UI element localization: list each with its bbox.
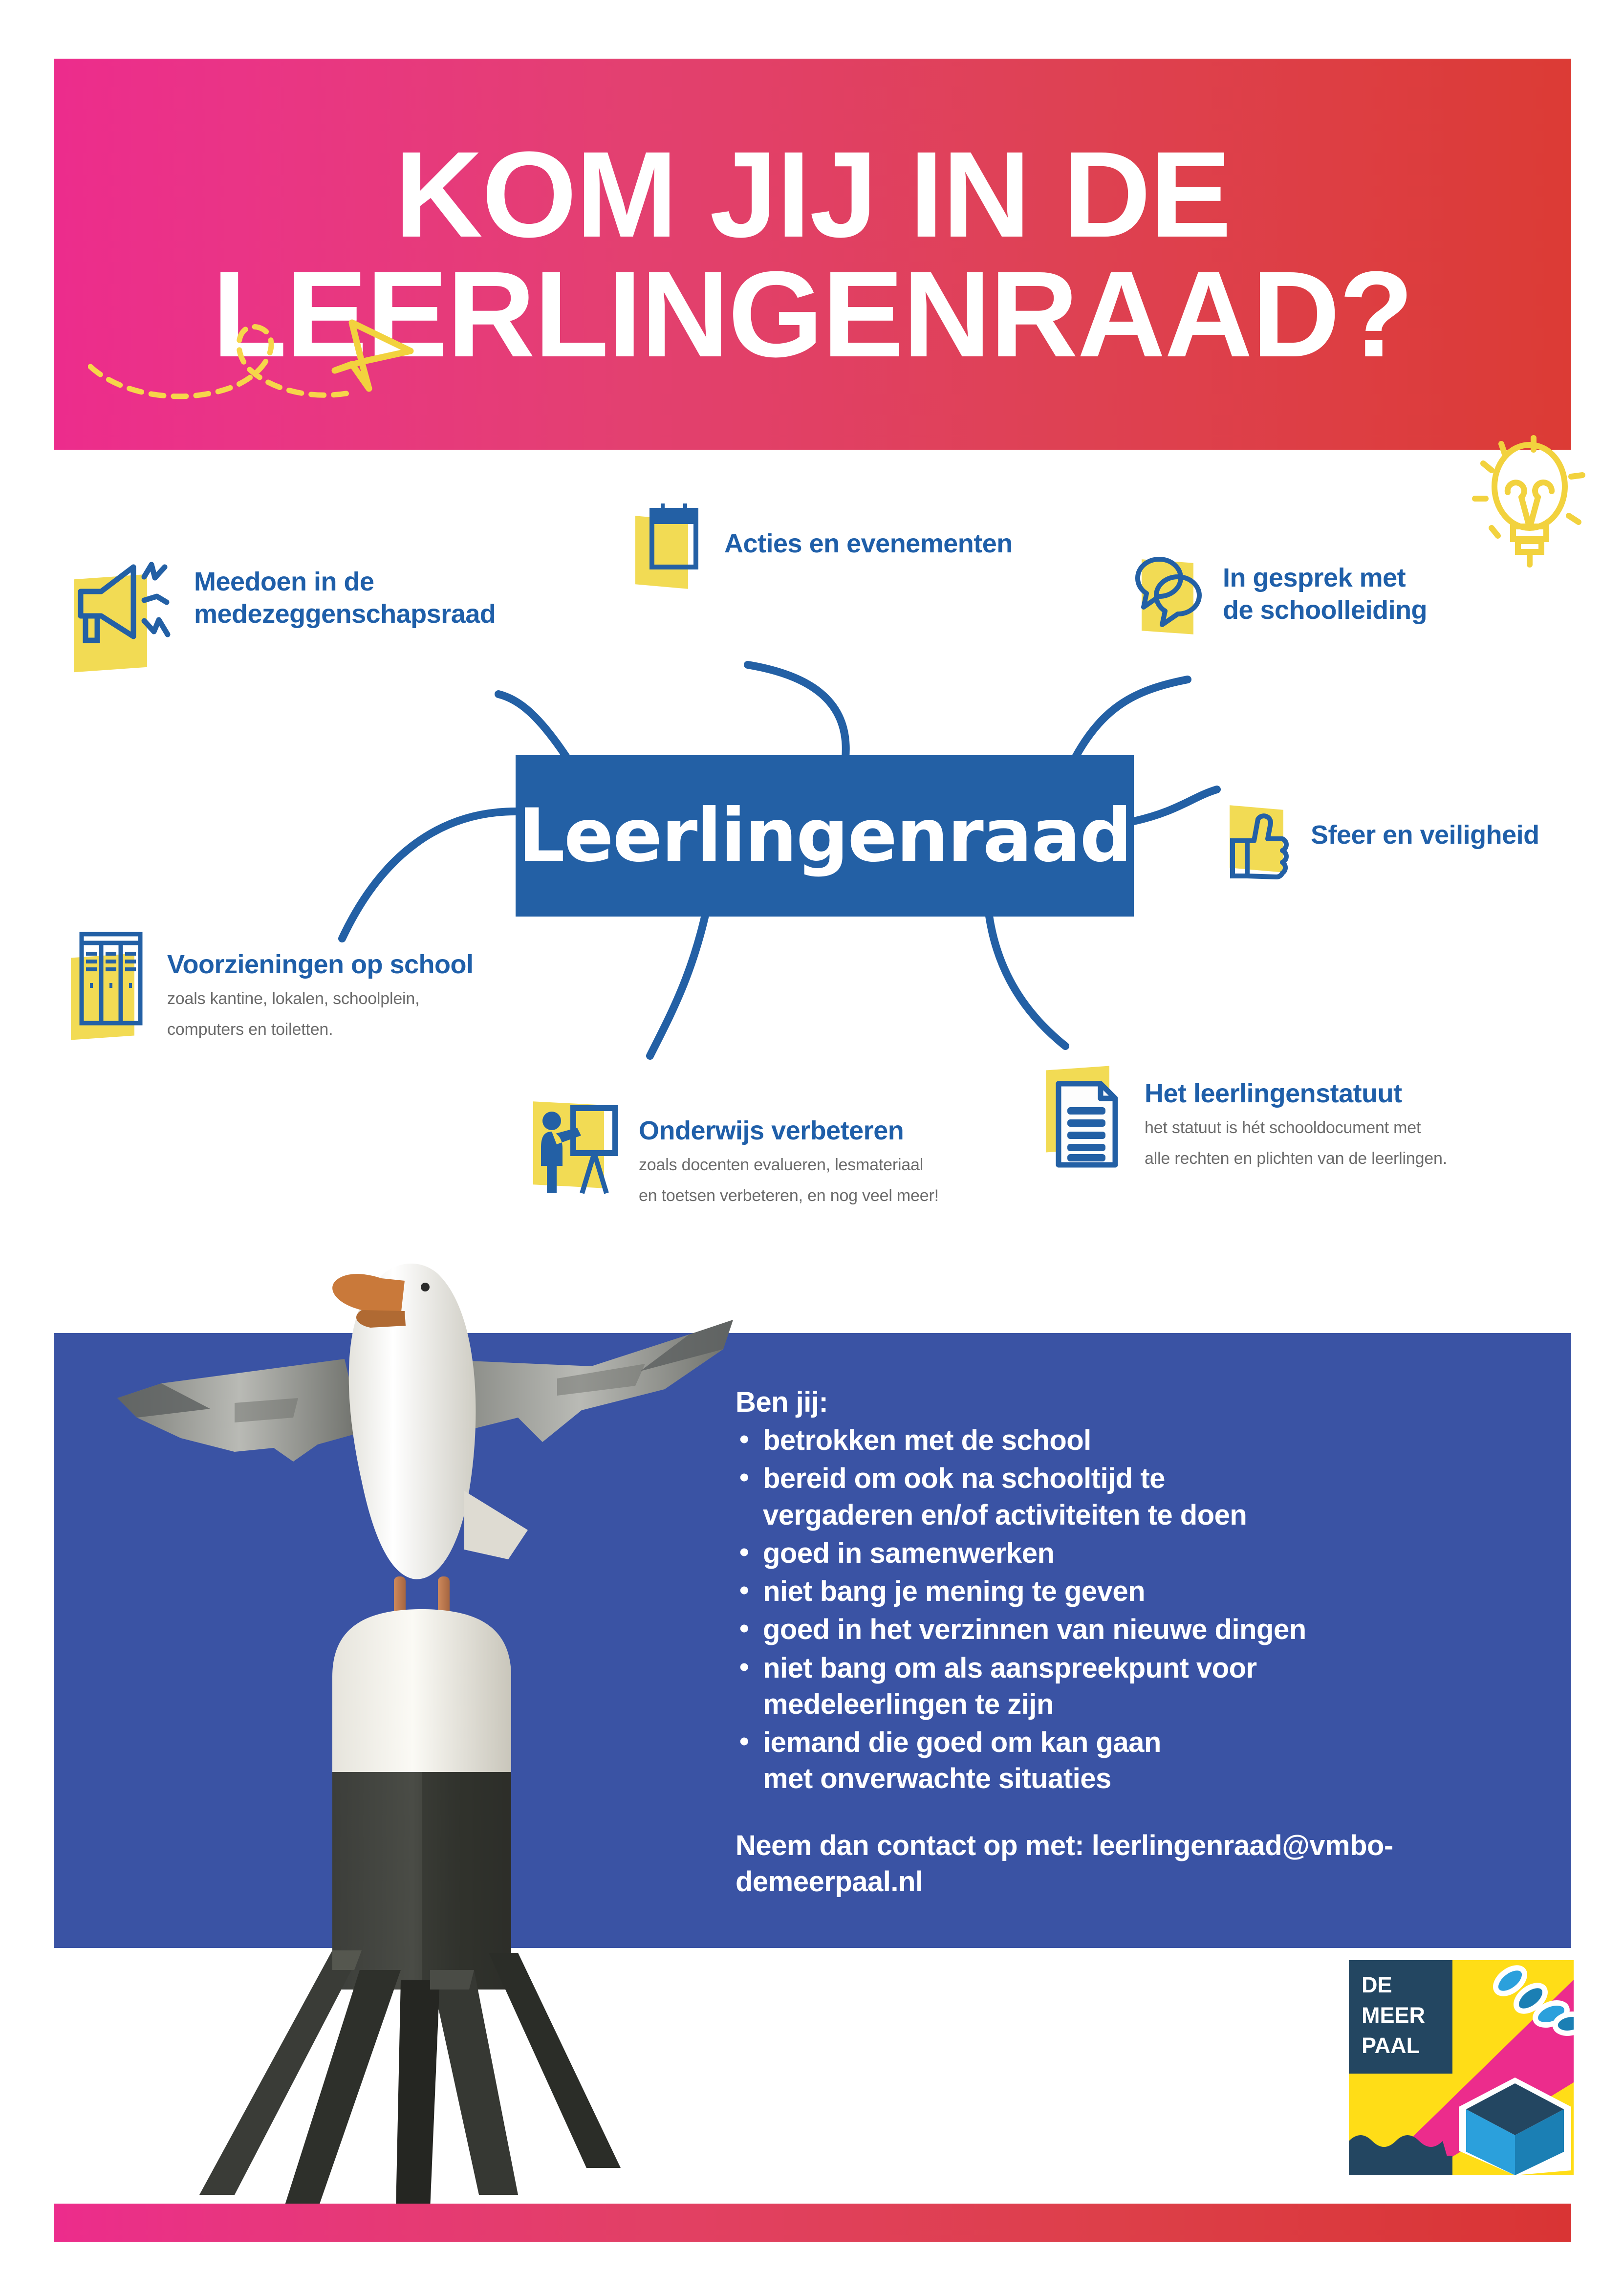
list-item [736,1422,1557,1459]
seagull-sculpture-image [88,1188,753,2209]
bullet-line-1: niet bang je mening te geven [763,1575,1146,1608]
node-sub-2: en toetsen verbeteren, en nog veel meer! [639,1186,939,1205]
mindmap-node-schoolleiding [1124,548,1427,646]
contact-line: Neem dan contact op met: leerlingenraad@vmbo-demeerpaal.nl [736,1829,1393,1898]
title-line-2: LEERLINGENRAAD? [212,246,1413,382]
mindmap-node-voorzieningen [71,926,474,1042]
node-title-2: medezeggenschapsraad [194,599,496,629]
mindmap-center-node [516,755,1134,917]
node-title: Acties en evenementen [724,529,1013,558]
footer-bar [54,2204,1571,2242]
teacher-whiteboard-icon [530,1097,628,1203]
node-title: Het leerlingenstatuut [1145,1079,1402,1108]
node-title-2: de schoolleiding [1223,595,1428,625]
node-sub-2: alle rechten en plichten van de leerlingen. [1145,1149,1447,1168]
speech-bubbles-icon [1124,548,1212,646]
profile-intro: Ben jij: [736,1386,828,1418]
bullet-line-1: iemand die goed om kan gaan [763,1727,1161,1759]
logo-line-3: PAAL [1362,2033,1420,2058]
node-sub-1: zoals docenten evalueren, lesmateriaal [639,1155,924,1174]
logo-line-2: MEER [1362,2003,1426,2028]
bullet-line-1: bereid om ook na schooltijd te [763,1463,1165,1495]
bullet-line-1: niet bang om als aanspreekpunt voor [763,1652,1257,1684]
logo-line-1: DE [1362,1972,1392,1997]
bullet-line-2: vergaderen en/of activiteiten te doen [763,1499,1247,1531]
calendar-icon [635,500,714,592]
list-item [736,1725,1557,1797]
thumbs-up-icon [1222,803,1300,886]
megaphone-icon [71,547,183,670]
bullet-line-1: goed in samenwerken [763,1537,1055,1569]
document-icon [1046,1063,1134,1176]
mindmap [0,469,1623,1310]
node-sub-2: computers en toiletten. [167,1020,333,1039]
bullet-line-1: betrokken met de school [763,1424,1091,1457]
post-legs [199,1950,621,2209]
list-item [736,1535,1557,1572]
bullet-line-2: met onverwachte situaties [763,1763,1111,1795]
profile-bullet-list [736,1422,1557,1797]
list-item [736,1461,1557,1533]
list-item [736,1650,1557,1723]
profile-content [736,1384,1557,1900]
bullet-line-1: goed in het verzinnen van nieuwe dingen [763,1614,1306,1646]
node-sub-1: het statuut is hét schooldocument met [1145,1118,1421,1137]
mindmap-node-medezeggenschapsraad [71,547,496,670]
node-title: Onderwijs verbeteren [639,1116,904,1145]
node-title: Meedoen in de [194,567,374,596]
node-title: Sfeer en veiligheid [1311,820,1539,850]
mindmap-node-statuut [1046,1063,1447,1176]
list-item [736,1612,1557,1648]
page-title [54,59,1571,450]
title-line-1: KOM JIJ IN DE [394,126,1231,262]
de-meerpaal-logo [1349,1960,1574,2175]
mindmap-center-label: Leerlingenraad [518,793,1131,878]
list-item [736,1574,1557,1610]
lockers-icon [71,926,156,1039]
header-banner [54,59,1571,450]
bullet-line-2: medeleerlingen te zijn [763,1688,1054,1720]
mindmap-node-acties [635,500,1013,592]
post-cap [332,1609,511,1772]
node-sub-1: zoals kantine, lokalen, schoolplein, [167,989,420,1008]
node-title: Voorzieningen op school [167,950,474,979]
node-title: In gesprek met [1223,563,1406,592]
seagull-left-wing [117,1359,362,1462]
mindmap-node-sfeer [1222,803,1539,886]
